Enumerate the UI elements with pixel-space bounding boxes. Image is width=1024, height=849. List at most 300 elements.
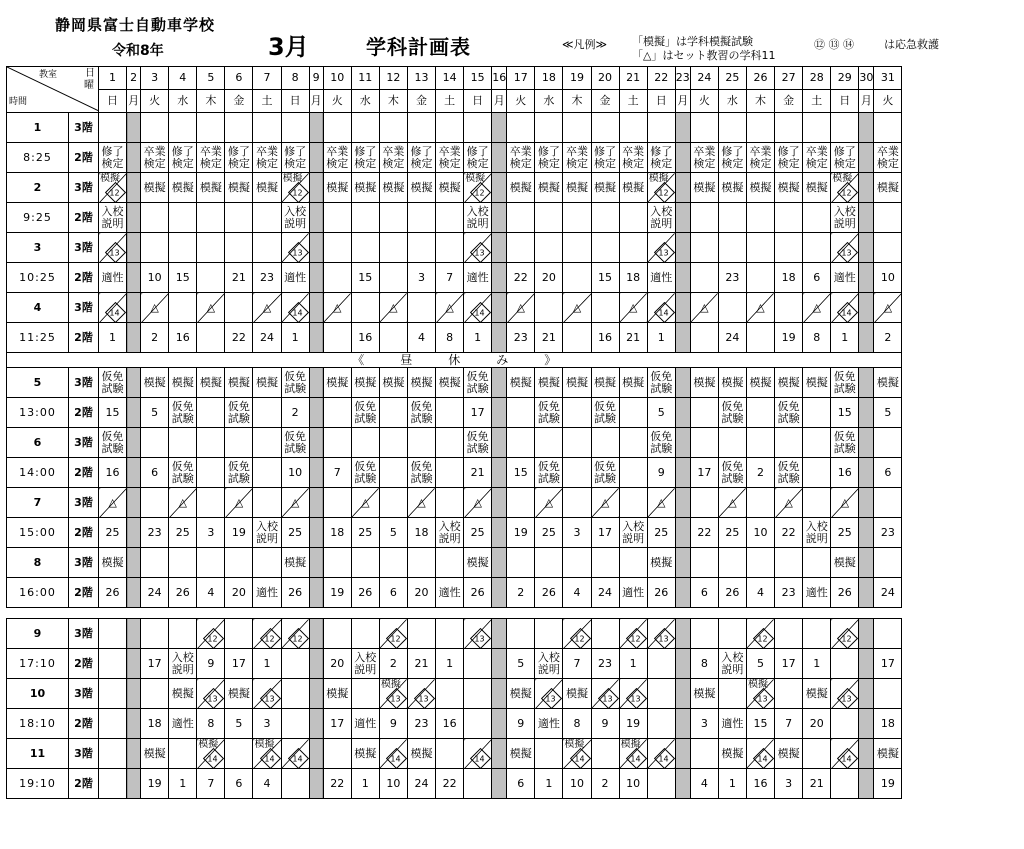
cell-value: 20 — [541, 270, 556, 284]
day-weekday — [436, 90, 464, 113]
schedule-cell — [323, 548, 351, 578]
schedule-cell — [831, 578, 859, 608]
cell-value: 1 — [728, 776, 736, 790]
schedule-cell — [619, 203, 647, 233]
cell-value: 22 — [781, 525, 796, 539]
closed-day-cell — [309, 679, 323, 709]
cell-value: 模擬 — [777, 180, 800, 194]
emergency-mark-number: 13 — [264, 694, 275, 704]
emergency-mark-icon — [386, 748, 407, 769]
schedule-cell — [874, 458, 902, 488]
day-number — [351, 67, 379, 90]
closed-day-cell — [309, 143, 323, 173]
schedule-cell — [407, 368, 435, 398]
schedule-cell — [379, 488, 407, 518]
cell-value: 模擬 — [721, 375, 744, 389]
schedule-cell — [647, 173, 675, 203]
day-number-text: 22 — [654, 71, 669, 85]
schedule-cell — [464, 488, 492, 518]
schedule-cell — [281, 203, 309, 233]
schedule-cell — [507, 323, 535, 353]
closed-day-cell — [492, 368, 507, 398]
day-weekday — [351, 90, 379, 113]
schedule-cell — [831, 203, 859, 233]
day-number — [874, 67, 902, 90]
cell-value: 25 — [105, 525, 120, 539]
emergency-mark-icon — [414, 688, 435, 709]
schedule-cell — [141, 263, 169, 293]
closed-day-cell — [309, 293, 323, 323]
schedule-cell — [831, 739, 859, 769]
schedule-cell — [535, 173, 563, 203]
day-weekday — [169, 90, 197, 113]
schedule-cell — [141, 233, 169, 263]
schedule-cell — [718, 173, 746, 203]
day-weekday-text: 月 — [677, 94, 689, 108]
cell-value: 2 — [151, 330, 159, 344]
cell-value: 15 — [358, 270, 373, 284]
schedule-cell — [563, 548, 591, 578]
cell-value: 6 — [884, 465, 892, 479]
cell-value: 16 — [753, 776, 768, 790]
emergency-mark-number: 14 — [630, 754, 641, 764]
schedule-cell — [874, 488, 902, 518]
schedule-cell — [803, 203, 831, 233]
schedule-cell — [169, 293, 197, 323]
schedule-cell — [746, 263, 774, 293]
cell-value: 18 — [147, 716, 162, 730]
cell-value: 6 — [235, 776, 243, 790]
period-time-text: 14:00 — [19, 465, 56, 479]
floor-label-text: 2階 — [74, 270, 93, 284]
emergency-mark-number: 12 — [630, 634, 641, 644]
day-number-text: 29 — [837, 71, 852, 85]
schedule-cell — [507, 518, 535, 548]
emergency-mark-number: 13 — [842, 248, 853, 258]
cell-value: 模擬 — [537, 375, 560, 389]
cell-value: 26 — [837, 585, 852, 599]
closed-day-cell — [492, 679, 507, 709]
cell-value: 仮免試験 — [171, 399, 194, 425]
emergency-mark-number: 13 — [602, 694, 613, 704]
cell-value: 26 — [541, 585, 556, 599]
schedule-cell — [225, 233, 253, 263]
schedule-cell — [197, 679, 225, 709]
schedule-cell — [535, 293, 563, 323]
schedule-cell — [591, 578, 619, 608]
closed-day-cell — [127, 428, 141, 458]
schedule-cell — [253, 649, 281, 679]
cell-value: 2 — [389, 656, 397, 670]
cell-value: 23 — [513, 330, 528, 344]
schedule-cell — [351, 769, 379, 799]
schedule-cell — [831, 263, 859, 293]
closed-day-cell — [859, 233, 874, 263]
cell-value: 22 — [330, 776, 345, 790]
schedule-cell — [281, 323, 309, 353]
day-weekday — [647, 90, 675, 113]
closed-day-cell — [859, 769, 874, 799]
day-number-text: 5 — [207, 71, 215, 85]
cell-value: 6 — [151, 465, 159, 479]
cell-value: 仮免試験 — [466, 429, 489, 455]
day-weekday — [127, 90, 141, 113]
schedule-cell — [169, 323, 197, 353]
floor-label — [69, 769, 99, 799]
schedule-cell — [225, 323, 253, 353]
schedule-cell — [803, 649, 831, 679]
period-number — [7, 233, 69, 263]
floor-label-text: 2階 — [74, 465, 93, 479]
schedule-cell — [619, 488, 647, 518]
schedule-cell — [436, 769, 464, 799]
cell-value: 24 — [260, 330, 275, 344]
schedule-cell — [464, 649, 492, 679]
emergency-mark-number: 13 — [418, 694, 429, 704]
closed-day-cell — [859, 619, 874, 649]
schedule-cell — [169, 428, 197, 458]
schedule-cell — [169, 679, 197, 709]
schedule-cell — [775, 578, 803, 608]
cell-value: 模擬 — [143, 375, 166, 389]
day-weekday-text: 木 — [205, 94, 217, 108]
cell-value: 仮免試験 — [833, 369, 856, 395]
schedule-cell — [99, 113, 127, 143]
schedule-cell — [775, 398, 803, 428]
cell-label: 模擬 — [648, 173, 669, 184]
schedule-cell — [436, 113, 464, 143]
day-weekday-text: 金 — [783, 94, 795, 108]
schedule-cell — [281, 649, 309, 679]
period-time-text: 15:00 — [19, 525, 56, 539]
schedule-cell — [197, 113, 225, 143]
schedule-cell — [436, 739, 464, 769]
day-weekday — [591, 90, 619, 113]
closed-day-cell — [127, 548, 141, 578]
emergency-mark-number: 13 — [658, 248, 669, 258]
schedule-cell — [169, 548, 197, 578]
closed-day-cell — [859, 173, 874, 203]
schedule-cell — [464, 739, 492, 769]
period-time — [7, 709, 69, 739]
schedule-cell — [281, 769, 309, 799]
floor-label — [69, 398, 99, 428]
schedule-cell — [507, 679, 535, 709]
emergency-mark-icon — [626, 628, 647, 649]
emergency-mark-icon — [203, 748, 224, 769]
cell-value: 模擬 — [354, 746, 377, 760]
schedule-cell — [563, 263, 591, 293]
schedule-cell — [141, 458, 169, 488]
schedule-cell — [619, 709, 647, 739]
cell-value: 卒業検定 — [693, 144, 716, 170]
schedule-cell — [535, 488, 563, 518]
schedule-cell — [619, 173, 647, 203]
cell-value: 模擬 — [777, 375, 800, 389]
schedule-cell — [619, 649, 647, 679]
emergency-mark-icon — [569, 748, 590, 769]
emergency-mark-icon — [470, 302, 491, 323]
period-time-text: 10:25 — [19, 270, 56, 284]
cell-value: 18 — [626, 270, 641, 284]
day-weekday-text: 火 — [515, 94, 527, 108]
emergency-mark-number: 14 — [842, 308, 853, 318]
period-number — [7, 488, 69, 518]
schedule-cell — [436, 233, 464, 263]
schedule-cell — [379, 548, 407, 578]
cell-value: 適性 — [101, 270, 124, 284]
schedule-cell — [407, 739, 435, 769]
schedule-cell — [831, 619, 859, 649]
cell-value: 3 — [700, 716, 708, 730]
emergency-mark-icon — [259, 628, 280, 649]
cell-value: 模擬 — [509, 180, 532, 194]
schedule-cell — [281, 679, 309, 709]
schedule-cell — [690, 203, 718, 233]
schedule-cell — [197, 649, 225, 679]
day-number — [775, 67, 803, 90]
cell-value: 23 — [725, 270, 740, 284]
day-weekday — [563, 90, 591, 113]
schedule-cell — [591, 398, 619, 428]
cell-value: 模擬 — [565, 375, 588, 389]
schedule-cell — [507, 368, 535, 398]
closed-day-cell — [309, 458, 323, 488]
schedule-cell — [281, 488, 309, 518]
school-name: 静岡県富士自動車学校 — [55, 16, 216, 34]
cell-label: 模擬 — [747, 679, 768, 690]
schedule-cell — [690, 428, 718, 458]
schedule-cell — [690, 143, 718, 173]
schedule-cell — [351, 739, 379, 769]
closed-day-cell — [675, 458, 690, 488]
schedule-cell — [225, 263, 253, 293]
schedule-cell — [647, 578, 675, 608]
cell-value: 模擬 — [256, 180, 279, 194]
schedule-cell — [718, 709, 746, 739]
cell-label: 模擬 — [832, 173, 853, 184]
closed-day-cell — [675, 709, 690, 739]
day-weekday — [507, 90, 535, 113]
day-number-text: 4 — [179, 71, 187, 85]
schedule-cell — [379, 709, 407, 739]
cell-value: 仮免試験 — [101, 429, 124, 455]
schedule-cell — [99, 233, 127, 263]
cell-value: 5 — [517, 656, 525, 670]
schedule-cell — [874, 233, 902, 263]
schedule-cell — [591, 203, 619, 233]
period-number-text: 1 — [33, 120, 42, 134]
day-number-text: 10 — [330, 71, 345, 85]
closed-day-cell — [492, 173, 507, 203]
cell-value: 模擬 — [382, 375, 405, 389]
period-number-text: 10 — [29, 686, 46, 700]
day-weekday — [831, 90, 859, 113]
closed-day-cell — [492, 428, 507, 458]
day-number — [253, 67, 281, 90]
schedule-cell — [169, 518, 197, 548]
cell-value: 25 — [288, 525, 303, 539]
day-weekday-text: 木 — [571, 94, 583, 108]
schedule-cell — [775, 293, 803, 323]
cell-value: 10 — [288, 465, 303, 479]
schedule-cell — [563, 173, 591, 203]
schedule-cell — [507, 428, 535, 458]
closed-day-cell — [492, 323, 507, 353]
set-lesson-triangle-icon: △ — [756, 300, 765, 314]
schedule-cell — [379, 293, 407, 323]
schedule-cell — [690, 398, 718, 428]
cell-value: 入校説明 — [354, 650, 377, 676]
cell-value: 10 — [569, 776, 584, 790]
cell-value: 4 — [757, 585, 765, 599]
schedule-cell — [197, 548, 225, 578]
schedule-cell — [225, 709, 253, 739]
floor-label — [69, 458, 99, 488]
schedule-cell — [619, 458, 647, 488]
schedule-cell — [253, 233, 281, 263]
schedule-cell — [141, 709, 169, 739]
floor-label — [69, 143, 99, 173]
period-time-text: 13:00 — [19, 405, 56, 419]
set-lesson-triangle-icon: △ — [389, 300, 398, 314]
period-number — [7, 113, 69, 143]
cell-value: 模擬 — [326, 375, 349, 389]
closed-day-cell — [675, 679, 690, 709]
emergency-mark-icon — [654, 628, 675, 649]
cell-value: 模擬 — [833, 555, 856, 569]
cell-value: 16 — [837, 465, 852, 479]
emergency-mark-number: 13 — [109, 248, 120, 258]
day-weekday-text: 月 — [128, 94, 140, 108]
day-number-text: 12 — [386, 71, 401, 85]
set-lesson-triangle-icon: △ — [417, 495, 426, 509]
cell-value: 16 — [358, 330, 373, 344]
schedule-cell — [197, 428, 225, 458]
schedule-cell — [535, 769, 563, 799]
set-lesson-triangle-icon: △ — [728, 495, 737, 509]
schedule-cell — [874, 578, 902, 608]
closed-day-cell — [492, 233, 507, 263]
schedule-cell — [436, 173, 464, 203]
schedule-cell — [746, 398, 774, 428]
schedule-cell — [169, 203, 197, 233]
emergency-mark-number: 12 — [474, 188, 486, 198]
closed-day-cell — [309, 323, 323, 353]
emergency-mark-number: 14 — [292, 754, 303, 764]
day-weekday-text: 土 — [261, 94, 273, 108]
day-number-text: 3 — [151, 71, 159, 85]
emergency-mark-icon — [288, 302, 309, 323]
closed-day-cell — [127, 739, 141, 769]
floor-label-text: 2階 — [74, 330, 93, 344]
day-weekday — [253, 90, 281, 113]
schedule-cell — [169, 769, 197, 799]
closed-day-cell — [675, 578, 690, 608]
cell-value: 模擬 — [284, 555, 307, 569]
closed-day-cell — [675, 548, 690, 578]
schedule-cell — [563, 398, 591, 428]
schedule-cell — [379, 233, 407, 263]
schedule-cell — [323, 709, 351, 739]
cell-value: 卒業検定 — [143, 144, 166, 170]
set-lesson-triangle-icon: △ — [206, 300, 216, 314]
cell-value: 模擬 — [227, 180, 250, 194]
schedule-cell — [619, 548, 647, 578]
cell-value: 7 — [785, 716, 793, 730]
period-number — [7, 548, 69, 578]
cell-value: 仮免試験 — [284, 369, 307, 395]
schedule-cell — [591, 619, 619, 649]
schedule-cell — [253, 769, 281, 799]
day-weekday — [859, 90, 874, 113]
floor-label — [69, 578, 99, 608]
cell-value: 模擬 — [565, 180, 588, 194]
cell-value: 18 — [414, 525, 429, 539]
period-number-text: 11 — [29, 746, 46, 760]
schedule-cell — [351, 203, 379, 233]
schedule-cell — [169, 488, 197, 518]
emergency-mark-icon — [626, 748, 647, 769]
cell-value: 卒業検定 — [876, 144, 899, 170]
schedule-cell — [591, 709, 619, 739]
cell-value: 24 — [414, 776, 429, 790]
emergency-mark-number: 13 — [546, 694, 557, 704]
cell-value: 模擬 — [509, 686, 532, 700]
closed-day-cell — [127, 518, 141, 548]
set-lesson-triangle-icon: △ — [332, 300, 342, 314]
day-number — [464, 67, 492, 90]
day-number-text: 21 — [626, 71, 641, 85]
schedule-cell — [141, 203, 169, 233]
schedule-cell — [464, 578, 492, 608]
schedule-cell — [253, 488, 281, 518]
schedule-cell — [351, 398, 379, 428]
schedule-cell — [407, 679, 435, 709]
day-number-text: 17 — [513, 71, 528, 85]
schedule-cell — [831, 458, 859, 488]
period-time — [7, 398, 69, 428]
schedule-cell — [197, 739, 225, 769]
floor-label — [69, 739, 99, 769]
schedule-cell — [323, 233, 351, 263]
cell-value: 模擬 — [199, 180, 222, 194]
cell-value: 模擬 — [693, 375, 716, 389]
schedule-cell — [379, 578, 407, 608]
floor-label — [69, 679, 99, 709]
cell-value: 3 — [263, 716, 271, 730]
floor-label-text: 2階 — [74, 525, 93, 539]
period-time — [7, 143, 69, 173]
schedule-cell — [464, 709, 492, 739]
closed-day-cell — [127, 203, 141, 233]
cell-value: 卒業検定 — [326, 144, 349, 170]
cell-label: 模擬 — [620, 739, 641, 750]
schedule-cell — [619, 739, 647, 769]
day-weekday — [379, 90, 407, 113]
cell-value: 17 — [231, 656, 246, 670]
schedule-cell — [464, 428, 492, 458]
cell-value: 修了検定 — [777, 144, 800, 170]
day-weekday — [775, 90, 803, 113]
schedule-cell — [563, 739, 591, 769]
closed-day-cell — [492, 769, 507, 799]
cell-value: 7 — [446, 270, 454, 284]
cell-value: 修了検定 — [650, 144, 673, 170]
schedule-cell — [197, 488, 225, 518]
schedule-cell — [718, 548, 746, 578]
schedule-cell — [535, 739, 563, 769]
